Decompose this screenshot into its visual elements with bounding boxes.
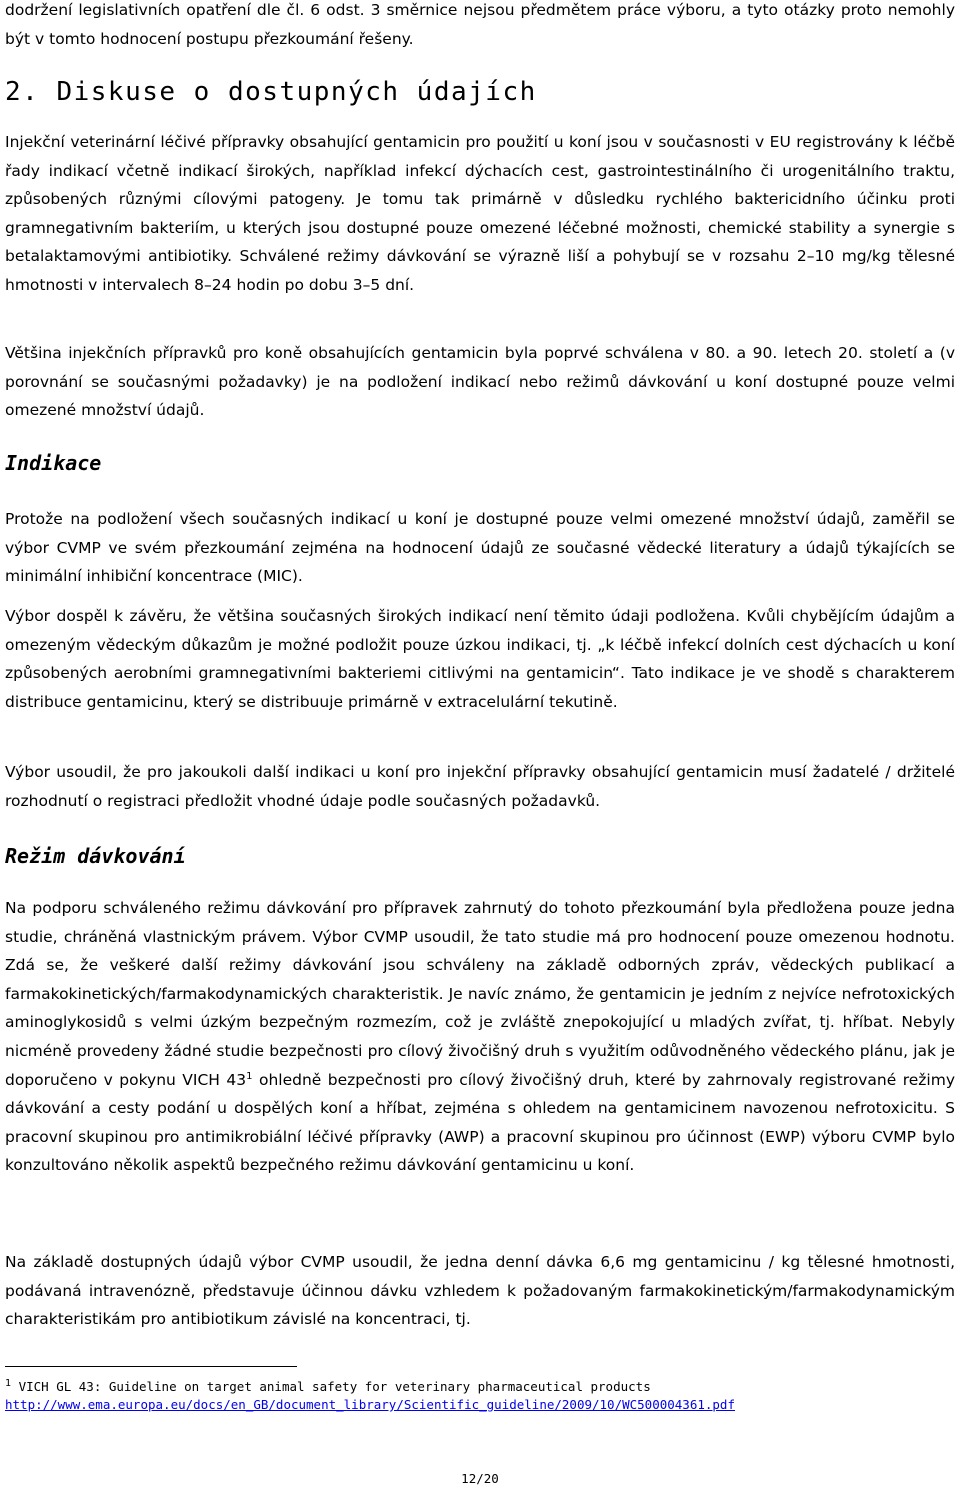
page-number: 12/20 (461, 1471, 499, 1486)
rezim-paragraph-1-part-b: ohledně bezpečnosti pro cílový živočišný druh, které by zahrnovaly registrované režimy dávkování a cesty podání u dospělých koní a hříbat, zejména s ohledem na gentamicinem navozenou nefrotoxicitu. S pracovní skupinou pro antimikrobiální léčivé přípravky (AWP) a pracovní skupinou pro účinnost (EWP) výboru CVMP bylo konzultováno několik aspektů bezpečného režimu dávkování gentamicinu u koní. (5, 1070, 956, 1175)
rezim-paragraph-1 (5, 894, 955, 1180)
indikace-paragraph-2: Výbor dospěl k závěru, že většina současných širokých indikací není těmito údaji podložena. Kvůli chybějícím údajům a omezeným vědeckým důkazům je možné podložit pouze úzkou indikaci, tj. „k léčbě infekcí dolních cest dýchacích u koní způsobených aerobními gramnegativními bakteriemi citlivými na gentamicin“. Tato indikace je ve shodě s charakterem distribuce gentamicinu, který se distribuuje primárně v extracelulární tekutině. (5, 607, 955, 711)
footnote-text (5, 1378, 651, 1396)
footnote-separator (5, 1366, 297, 1367)
footnote-reference[interactable]: 1 (246, 1070, 253, 1082)
indikace-paragraph-1: Protože na podložení všech současných indikací u koní je dostupné pouze velmi omezené množství údajů, zaměřil se výbor CVMP ve svém přezkoumání zejména na hodnocení údajů ze současné vědecké literatury a údajů týkajících se minimální inhibiční koncentrace (MIC). (5, 510, 955, 586)
rezim-paragraph-1-part-a: Na podporu schváleného režimu dávkování pro přípravek zahrnutý do tohoto přezkoumání byla předložena pouze jedna studie, chráněná vlastnickým právem. Výbor CVMP usoudil, že tato studie má pro hodnocení pouze omezenou hodnotu. Zdá se, že veškeré další režimy dávkování jsou schváleny na základě odborných zpráv, vědeckých publikací a farmakokinetických/farmakodynamických charakteristik. Je navíc známo, že gentamicin je jedním z nejvíce nefrotoxických aminoglykosidů s velmi úzkým bezpečným rozmezím, což je zvláště znepokojující u mladých zvířat, tj. hříbat. Nebyly nicméně provedeny žádné studie bezpečnosti pro cílový živočišný druh s využitím odůvodněného vědeckého plánu, jak je doporučeno v pokynu VICH 43 (5, 899, 955, 1089)
rezim-paragraph-2: Na základě dostupných údajů výbor CVMP usoudil, že jedna denní dávka 6,6 mg gentamicinu / kg tělesné hmotnosti, podávaná intravenózně, představuje účinnou dávku vzhledem k požadovaným farmakokinetickým/farmakodynamickým charakteristikám pro antibiotikum závislé na koncentraci, tj. (5, 1253, 955, 1329)
section-2-paragraph-2: Většina injekčních přípravků pro koně obsahujících gentamicin byla poprvé schválena v 80. a 90. letech 20. století a (v porovnání se současnými požadavky) je na podložení indikací nebo režimů dávkování u koní dostupné pouze velmi omezené množství údajů. (5, 344, 955, 420)
section-2-paragraph-1: Injekční veterinární léčivé přípravky obsahující gentamicin pro použití u koní jsou v současnosti v EU registrovány k léčbě řady indikací včetně indikací širokých, například infekcí dýchacích cest, gastrointestinálního či urogenitálního traktu, způsobených různými cílovými patogeny. Je tomu tak primárně v důsledku rychlého baktericidního účinku proti gramnegativním bakteriím, u kterých jsou dostupné pouze omezené léčebné možnosti, chemické stability a synergie s betalaktamovými antibiotiky. Schválené režimy dávkování se výrazně liší a pohybují se v rozsahu 2–10 mg/kg tělesné hmotnosti v intervalech 8–24 hodin po dobu 3–5 dní. (5, 133, 955, 294)
indikace-paragraph-3: Výbor usoudil, že pro jakoukoli další indikaci u koní pro injekční přípravky obsahující gentamicin musí žadatelé / držitelé rozhodnutí o registraci předložit vhodné údaje podle současných požadavků. (5, 763, 955, 810)
rezim-heading: Režim dávkování (5, 844, 186, 868)
footnote-marker: 1 (5, 1377, 12, 1389)
lead-paragraph: dodržení legislativních opatření dle čl. 6 odst. 3 směrnice nejsou předmětem práce výboru, a tyto otázky proto nemohly být v tomto hodnocení postupu přezkoumání řešeny. (5, 1, 955, 48)
section-2-heading: 2. Diskuse o dostupných údajích (5, 77, 537, 107)
footnote-body: VICH GL 43: Guideline on target animal safety for veterinary pharmaceutical products (18, 1379, 651, 1394)
indikace-heading: Indikace (5, 451, 102, 475)
footnote-link[interactable]: http://www.ema.europa.eu/docs/en_GB/document_library/Scientific_guideline/2009/10/WC500004361.pdf (5, 1397, 735, 1412)
